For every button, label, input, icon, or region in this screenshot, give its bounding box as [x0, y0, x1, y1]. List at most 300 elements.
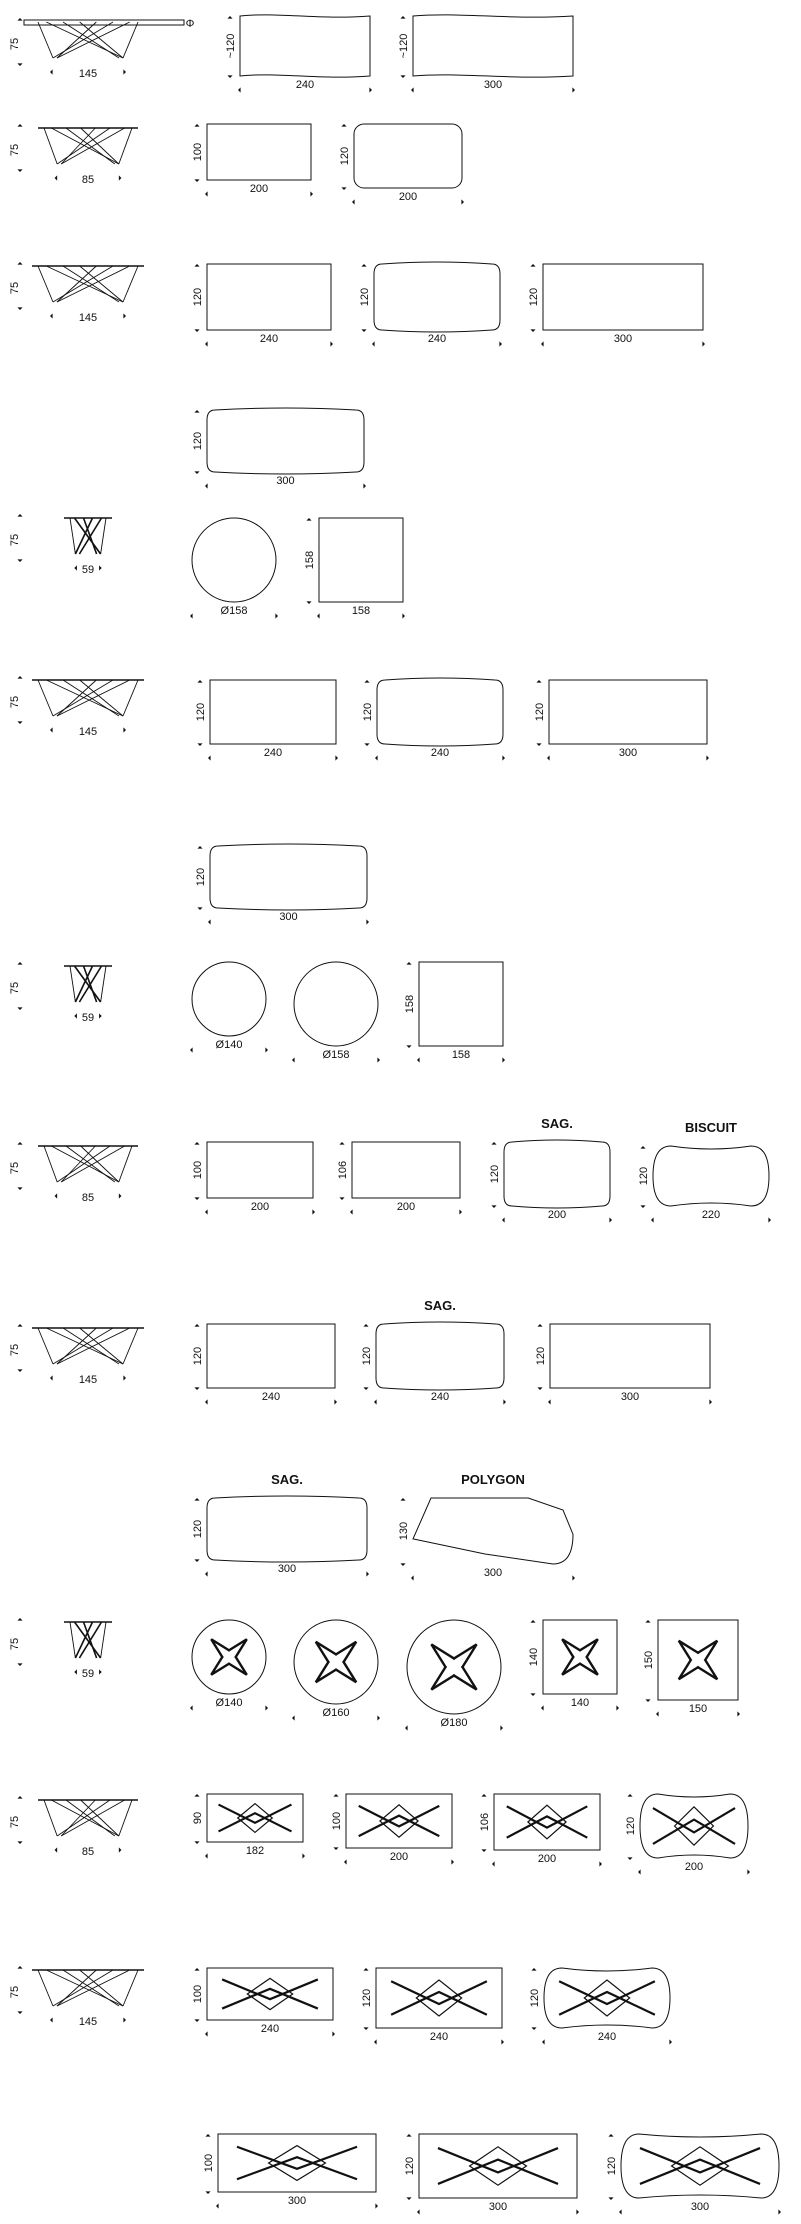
- dimension-arrow: [627, 1794, 632, 1797]
- top-height-label: 120: [404, 2156, 416, 2176]
- dimension-arrow: [194, 1324, 199, 1327]
- dimension-arrow: [377, 1715, 380, 1720]
- top-height-label: ~120: [398, 33, 410, 59]
- dimension-arrow: [292, 1715, 295, 1720]
- base-side-view: [9, 1142, 138, 1204]
- base-height-label: 75: [9, 1815, 21, 1829]
- top-height-label: 100: [192, 1984, 204, 2004]
- dimension-arrow: [608, 2134, 613, 2137]
- dimension-arrow: [194, 1968, 199, 1971]
- dimension-arrow: [194, 1794, 199, 1797]
- shape-name-label: SAG.: [271, 1472, 303, 1487]
- base-height-label: 75: [9, 533, 21, 547]
- dimension-arrow: [737, 1711, 740, 1716]
- top-width-label: 300: [613, 333, 633, 345]
- dimension-arrow: [194, 410, 199, 413]
- table-top-barrel: [362, 678, 505, 761]
- top-width-label: 300: [690, 2201, 710, 2213]
- dimension-arrow: [197, 907, 202, 910]
- dimension-arrow: [194, 471, 199, 474]
- dimension-arrow: [363, 1387, 368, 1390]
- top-width-label: Ø160: [322, 1707, 350, 1719]
- dimension-arrow: [205, 483, 208, 488]
- table-top-circle: [190, 518, 278, 619]
- dimension-arrow: [123, 69, 126, 74]
- top-height-label: 120: [534, 702, 546, 722]
- dimension-arrow: [123, 2017, 126, 2022]
- dimension-arrow: [576, 2209, 579, 2214]
- table-top-barrel: [359, 262, 502, 347]
- dimension-arrow: [333, 1847, 338, 1850]
- dimension-arrow: [541, 341, 544, 346]
- dimension-arrow: [406, 1045, 411, 1048]
- dimension-arrow: [265, 1047, 268, 1052]
- dimension-arrow: [330, 341, 333, 346]
- dimension-arrow: [17, 1841, 22, 1844]
- table-top-rect-x: [404, 2134, 579, 2215]
- top-height-label: 120: [339, 146, 351, 166]
- dimension-arrow: [400, 1498, 405, 1501]
- dimension-arrow: [216, 2203, 219, 2208]
- dimension-arrow: [205, 1571, 208, 1576]
- top-width-label: 140: [570, 1697, 590, 1709]
- dimension-arrow: [119, 175, 122, 180]
- table-top-biscuit: [638, 1120, 771, 1223]
- dimension-arrow: [339, 1142, 344, 1145]
- dimension-arrow: [197, 743, 202, 746]
- table-top-barrel: [195, 844, 369, 925]
- base-height-label: 75: [9, 281, 21, 295]
- base-side-view: [9, 1796, 138, 1858]
- top-height-label: 120: [638, 1166, 650, 1186]
- top-height-label: 120: [625, 1816, 637, 1836]
- dimension-arrow: [123, 727, 126, 732]
- dimension-arrow: [341, 187, 346, 190]
- top-width-label: 240: [259, 333, 279, 345]
- dimension-arrow: [227, 75, 232, 78]
- dimension-arrow: [542, 2039, 545, 2044]
- dimension-arrow: [334, 1399, 337, 1404]
- dimension-arrow: [197, 846, 202, 849]
- dimension-arrow: [547, 755, 550, 760]
- dimension-arrow: [499, 341, 502, 346]
- base-width-label: 145: [78, 726, 98, 738]
- shape-name-label: POLYGON: [461, 1472, 525, 1487]
- dimension-arrow: [461, 199, 464, 204]
- dimension-arrow: [275, 613, 278, 618]
- base-side-view: [9, 1966, 144, 2028]
- dimension-arrow: [627, 1857, 632, 1860]
- dimension-arrow: [208, 919, 211, 924]
- dimension-arrow: [616, 1705, 619, 1710]
- table-top-barrel: [489, 1116, 612, 1223]
- table-top-rect: [192, 1142, 315, 1215]
- table-top-rect-x: [192, 1968, 335, 2037]
- dimension-arrow: [372, 341, 375, 346]
- dimension-arrow: [411, 87, 414, 92]
- table-top-rect-x: [331, 1794, 454, 1865]
- dimension-arrow: [619, 2209, 622, 2214]
- table-top-rect-x: [192, 1794, 305, 1859]
- base-height-label: 75: [9, 981, 21, 995]
- top-height-label: 100: [331, 1811, 343, 1831]
- dimension-arrow: [17, 1142, 22, 1145]
- dimension-arrow: [531, 2027, 536, 2030]
- table-top-polygon: [398, 1472, 575, 1581]
- dimension-arrow: [119, 1193, 122, 1198]
- dimension-arrow: [400, 75, 405, 78]
- dimension-arrow: [17, 962, 22, 965]
- top-width-label: 158: [451, 1049, 471, 1061]
- dimension-arrow: [194, 329, 199, 332]
- dimension-arrow: [292, 1057, 295, 1062]
- top-height-label: 158: [304, 550, 316, 570]
- dimension-arrow: [459, 1209, 462, 1214]
- dimension-arrow: [530, 264, 535, 267]
- dimension-arrow: [341, 124, 346, 127]
- dimension-arrow: [74, 1669, 77, 1674]
- top-width-label: 300: [618, 747, 638, 759]
- base-width-label: 145: [78, 1374, 98, 1386]
- top-width-label: 240: [430, 1391, 450, 1403]
- dimension-arrow: [364, 743, 369, 746]
- base-height-label: 75: [9, 1637, 21, 1651]
- dimension-arrow: [747, 1869, 750, 1874]
- dimension-arrow: [190, 1047, 193, 1052]
- dimension-arrow: [55, 175, 58, 180]
- top-width-label: 200: [537, 1853, 557, 1865]
- base-width-label: 59: [81, 1012, 95, 1024]
- dimension-arrow: [363, 1324, 368, 1327]
- top-width-label: 240: [427, 333, 447, 345]
- table-top-rect-x: [361, 1968, 504, 2045]
- dimension-arrow: [17, 1007, 22, 1010]
- dimension-arrow: [548, 1399, 551, 1404]
- base-side-view: [9, 1618, 112, 1680]
- table-top-rounded: [339, 124, 464, 205]
- dimension-arrow: [502, 1057, 505, 1062]
- dimension-arrow: [406, 2197, 411, 2200]
- base-side-view: [9, 262, 144, 324]
- top-width-label: 150: [688, 1703, 708, 1715]
- top-height-label: 120: [195, 867, 207, 887]
- top-width-label: 300: [287, 2195, 307, 2207]
- top-width-label: 300: [620, 1391, 640, 1403]
- top-height-label: 100: [192, 142, 204, 162]
- dimension-arrow: [17, 1618, 22, 1621]
- dimension-arrow: [608, 2197, 613, 2200]
- top-height-label: 106: [479, 1812, 491, 1832]
- dimension-arrow: [317, 613, 320, 618]
- dimension-arrow: [417, 2209, 420, 2214]
- dimension-arrow: [17, 262, 22, 265]
- top-width-label: Ø158: [322, 1049, 350, 1061]
- table-top-rect: [528, 264, 705, 347]
- top-width-label: Ø158: [220, 605, 248, 617]
- base-height-label: 75: [9, 1985, 21, 1999]
- dimension-arrow: [265, 1705, 268, 1710]
- top-height-label: ~120: [225, 33, 237, 59]
- top-width-label: Ø140: [215, 1039, 243, 1051]
- dimension-arrow: [363, 1968, 368, 1971]
- dimension-arrow: [645, 1699, 650, 1702]
- top-height-label: 120: [192, 431, 204, 451]
- dimension-arrow: [491, 1142, 496, 1145]
- dimension-arrow: [411, 1575, 414, 1580]
- shape-name-label: SAG.: [424, 1298, 456, 1313]
- dimension-arrow: [205, 2134, 210, 2137]
- dimension-arrow: [74, 1013, 77, 1018]
- base-side-view: [9, 124, 138, 186]
- dimension-arrow: [55, 1193, 58, 1198]
- table-top-rect: [535, 1324, 712, 1405]
- dimension-arrow: [194, 179, 199, 182]
- dimension-arrow: [417, 1057, 420, 1062]
- dimension-arrow: [406, 2134, 411, 2137]
- table-top-biscuit-x: [625, 1794, 750, 1875]
- dimension-arrow: [17, 2011, 22, 2014]
- base-width-label: 59: [81, 1668, 95, 1680]
- top-height-label: 120: [192, 1346, 204, 1366]
- dimension-arrow: [17, 18, 22, 21]
- base-width-label: 145: [78, 312, 98, 324]
- top-width-label: 200: [396, 1201, 416, 1213]
- dimension-arrow: [640, 1205, 645, 1208]
- top-width-label: Ø180: [440, 1717, 468, 1729]
- dimension-arrow: [17, 1324, 22, 1327]
- dimension-arrow: [502, 1217, 505, 1222]
- dimension-arrow: [530, 1693, 535, 1696]
- dimension-arrow: [55, 1847, 58, 1852]
- dimension-arrow: [375, 755, 378, 760]
- dimension-arrow: [312, 1209, 315, 1214]
- dimension-arrow: [302, 1853, 305, 1858]
- table-top-square: [304, 518, 405, 619]
- top-height-label: 106: [337, 1160, 349, 1180]
- dimension-arrow: [339, 1197, 344, 1200]
- dimension-arrow: [310, 191, 313, 196]
- top-width-label: 240: [597, 2031, 617, 2043]
- dimension-arrow: [503, 1399, 506, 1404]
- dimension-arrow: [119, 1847, 122, 1852]
- top-height-label: 140: [528, 1647, 540, 1667]
- dimension-arrow: [361, 329, 366, 332]
- dimension-arrow: [194, 124, 199, 127]
- dimension-arrow: [205, 2031, 208, 2036]
- table-top-circle-star: [190, 1620, 268, 1711]
- table-top-rect-x: [479, 1794, 602, 1867]
- base-side-view: [9, 1324, 144, 1386]
- base-width-label: 59: [81, 564, 95, 576]
- dimension-arrow: [400, 1563, 405, 1566]
- dimension-arrow: [50, 69, 53, 74]
- dimension-arrow: [74, 565, 77, 570]
- top-height-label: 150: [643, 1650, 655, 1670]
- dimension-arrow: [17, 1369, 22, 1372]
- top-width-label: 300: [277, 1563, 297, 1575]
- dimension-arrow: [402, 613, 405, 618]
- dimension-arrow: [364, 680, 369, 683]
- base-width-label: 85: [81, 1192, 95, 1204]
- dimension-arrow: [17, 307, 22, 310]
- table-top-biscuit-x: [606, 2134, 781, 2215]
- dimension-arrow: [335, 755, 338, 760]
- top-height-label: 120: [606, 2156, 618, 2176]
- dimension-arrow: [451, 1859, 454, 1864]
- top-height-label: 120: [362, 702, 374, 722]
- dimension-arrow: [50, 313, 53, 318]
- dimension-arrow: [500, 1725, 503, 1730]
- top-width-label: 240: [260, 2023, 280, 2035]
- dimension-arrow: [405, 1725, 408, 1730]
- top-width-label: 300: [483, 79, 503, 91]
- top-width-label: 200: [398, 191, 418, 203]
- dimension-arrow: [400, 16, 405, 19]
- top-height-label: 130: [398, 1521, 410, 1541]
- diameter-symbol: Φ: [185, 18, 195, 30]
- table-top-circle: [292, 962, 380, 1063]
- top-width-label: 300: [488, 2201, 508, 2213]
- top-height-label: 120: [529, 1988, 541, 2008]
- dimension-arrow: [374, 2039, 377, 2044]
- base-width-label: 85: [81, 1846, 95, 1858]
- table-top-barrel: [192, 1472, 369, 1577]
- dimension-arrow: [501, 2039, 504, 2044]
- table-top-square-star: [643, 1620, 740, 1717]
- dimension-arrow: [492, 1861, 495, 1866]
- dimension-arrow: [17, 1187, 22, 1190]
- table-top-rect: [337, 1142, 462, 1215]
- dimension-arrow: [17, 1663, 22, 1666]
- dimension-arrow: [530, 329, 535, 332]
- dimension-arrow: [706, 755, 709, 760]
- top-width-label: 300: [483, 1567, 503, 1579]
- dimension-arrow: [537, 1324, 542, 1327]
- top-width-label: 240: [261, 1391, 281, 1403]
- dimension-arrow: [17, 124, 22, 127]
- top-width-label: 300: [279, 911, 298, 923]
- base-width-label: 145: [78, 68, 98, 80]
- base-side-view: [9, 514, 112, 576]
- dimension-arrow: [531, 1968, 536, 1971]
- base-side-view: [9, 676, 144, 738]
- dimension-arrow: [502, 755, 505, 760]
- dimension-arrow: [541, 1705, 544, 1710]
- table-top-circle-star: [292, 1620, 380, 1721]
- dimension-arrow: [366, 919, 369, 924]
- dimension-arrow: [768, 1217, 771, 1222]
- dimension-arrow: [205, 2191, 210, 2194]
- top-width-label: 240: [430, 747, 450, 759]
- dimension-arrow: [205, 1399, 208, 1404]
- top-height-label: 120: [192, 1519, 204, 1539]
- shape-name-label: SAG.: [541, 1116, 573, 1131]
- dimension-arrow: [17, 1796, 22, 1799]
- dimension-arrow: [99, 1013, 102, 1018]
- table-top-rect: [195, 680, 338, 761]
- top-height-label: 100: [203, 2153, 215, 2173]
- dimension-arrow: [194, 1387, 199, 1390]
- dimension-arrow: [651, 1217, 654, 1222]
- table-top-rect-x: [203, 2134, 378, 2209]
- base-height-label: 75: [9, 37, 21, 51]
- dimension-arrow: [361, 264, 366, 267]
- top-width-label: 200: [547, 1209, 567, 1221]
- dimension-arrow: [17, 1966, 22, 1969]
- base-side-view: [9, 18, 195, 80]
- dimension-arrow: [194, 1841, 199, 1844]
- top-width-label: 200: [389, 1851, 409, 1863]
- dimension-arrow: [197, 680, 202, 683]
- dimension-arrow: [778, 2209, 781, 2214]
- top-height-label: 120: [359, 287, 371, 307]
- base-height-label: 75: [9, 1161, 21, 1175]
- dimension-arrow: [17, 169, 22, 172]
- top-height-label: 120: [489, 1164, 501, 1184]
- dimension-arrow: [194, 1498, 199, 1501]
- base-height-label: 75: [9, 1343, 21, 1357]
- top-width-label: 220: [701, 1209, 721, 1221]
- dimension-arrow: [17, 63, 22, 66]
- top-width-label: 200: [250, 1201, 270, 1213]
- table-top-rect: [192, 1324, 337, 1405]
- table-top-rect: [192, 264, 333, 347]
- base-width-label: 85: [81, 174, 95, 186]
- dimension-arrow: [599, 1861, 602, 1866]
- top-height-label: 90: [192, 1811, 204, 1825]
- dimension-arrow: [536, 680, 541, 683]
- top-height-label: 120: [361, 1988, 373, 2008]
- top-height-label: 120: [535, 1346, 547, 1366]
- dimension-arrow: [333, 1794, 338, 1797]
- dimension-arrow: [669, 2039, 672, 2044]
- table-top-barrel: [361, 1298, 506, 1405]
- dimension-arrow: [123, 313, 126, 318]
- top-height-label: 100: [192, 1160, 204, 1180]
- dimension-arrow: [194, 264, 199, 267]
- dimension-arrow: [645, 1620, 650, 1623]
- top-width-label: 158: [351, 605, 371, 617]
- dimension-arrow: [194, 1197, 199, 1200]
- top-width-label: 182: [245, 1845, 265, 1857]
- dimension-arrow: [537, 1387, 542, 1390]
- dimension-arrow: [638, 1869, 641, 1874]
- table-top-circle: [190, 962, 268, 1053]
- dimension-arrow: [332, 2031, 335, 2036]
- dimension-arrow: [369, 87, 372, 92]
- dimension-arrow: [406, 962, 411, 965]
- top-width-label: 300: [276, 475, 295, 487]
- top-height-label: 120: [195, 702, 207, 722]
- dimension-arrow: [572, 87, 575, 92]
- dimension-arrow: [50, 1375, 53, 1380]
- dimension-arrow: [491, 1205, 496, 1208]
- top-width-label: 240: [429, 2031, 449, 2043]
- dimension-arrow: [194, 1559, 199, 1562]
- shape-name-label: BISCUIT: [685, 1120, 737, 1135]
- base-height-label: 75: [9, 143, 21, 157]
- table-top-square-star: [528, 1620, 619, 1711]
- dimension-arrow: [363, 2027, 368, 2030]
- table-top-rect: [534, 680, 709, 761]
- top-width-label: Ø140: [215, 1697, 243, 1709]
- dimension-arrow: [306, 518, 311, 521]
- top-height-label: 120: [361, 1346, 373, 1366]
- table-top-biscuit-x: [529, 1968, 672, 2045]
- dimension-arrow: [352, 199, 355, 204]
- dimension-arrow: [123, 1375, 126, 1380]
- dimension-arrow: [640, 1146, 645, 1149]
